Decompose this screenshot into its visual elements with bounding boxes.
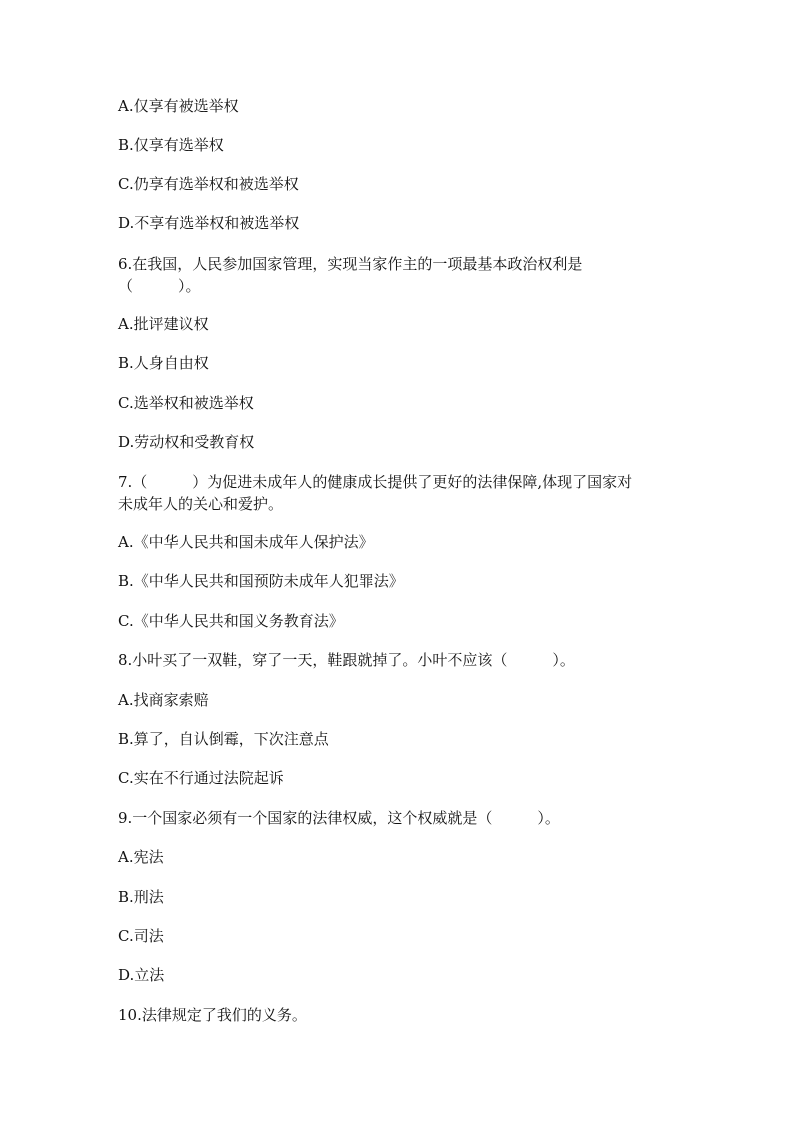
q10-stem: 10.法律规定了我们的义务。 — [118, 1006, 307, 1024]
q7-option-b: B.《中华人民共和国预防未成年人犯罪法》 — [118, 572, 404, 590]
q6-option-d: D.劳动权和受教育权 — [118, 433, 255, 451]
q9-option-d: D.立法 — [118, 966, 165, 984]
q7-stem-line1: 7.（ ）为促进未成年人的健康成长提供了更好的法律保障,体现了国家对 — [118, 473, 633, 491]
q6-stem-line2: （ ）。 — [118, 277, 201, 295]
q9-option-b: B.刑法 — [118, 888, 164, 906]
q8-option-c: C.实在不行通过法院起诉 — [118, 769, 284, 787]
q5-option-b: B.仅享有选举权 — [118, 136, 224, 154]
q8-option-a: A.找商家索赔 — [118, 691, 209, 709]
q6-stem — [118, 253, 678, 297]
q6-option-b: B.人身自由权 — [118, 354, 209, 372]
q7-option-a: A.《中华人民共和国未成年人保护法》 — [118, 533, 374, 551]
q6-stem-line1: 6.在我国，人民参加国家管理，实现当家作主的一项最基本政治权利是 — [118, 255, 583, 273]
q5-option-c: C.仍享有选举权和被选举权 — [118, 175, 299, 193]
q7-option-c: C.《中华人民共和国义务教育法》 — [118, 612, 344, 630]
q9-option-a: A.宪法 — [118, 848, 164, 866]
q7-stem — [118, 471, 678, 515]
q9-stem: 9.一个国家必须有一个国家的法律权威，这个权威就是（ ）。 — [118, 809, 560, 827]
q8-option-b: B.算了，自认倒霉，下次注意点 — [118, 730, 329, 748]
q5-option-d: D.不享有选举权和被选举权 — [118, 214, 300, 232]
q6-option-c: C.选举权和被选举权 — [118, 394, 254, 412]
q8-stem: 8.小叶买了一双鞋，穿了一天，鞋跟就掉了。小叶不应该（ ）。 — [118, 651, 575, 669]
q7-stem-line2: 未成年人的关心和爱护。 — [118, 495, 284, 513]
q5-option-a: A.仅享有被选举权 — [118, 97, 239, 115]
q6-option-a: A.批评建议权 — [118, 315, 209, 333]
q9-option-c: C.司法 — [118, 927, 164, 945]
